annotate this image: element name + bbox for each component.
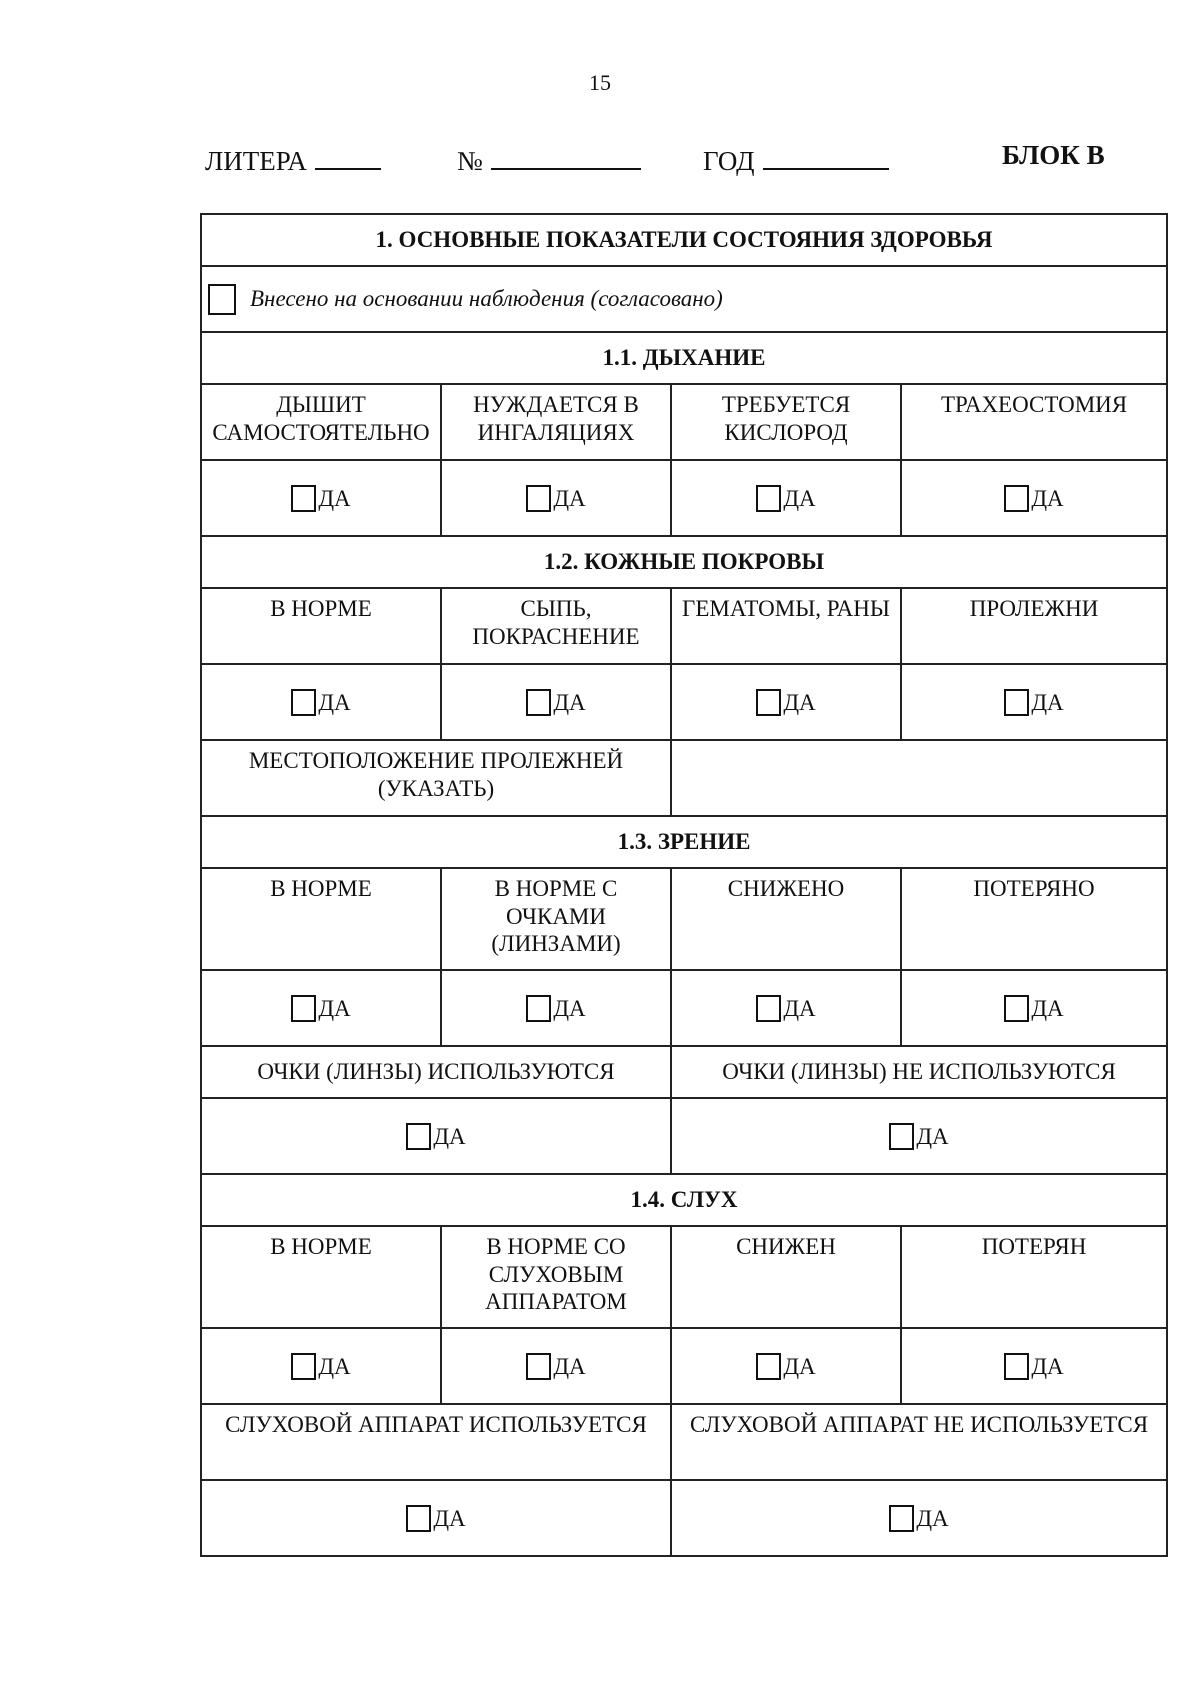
- number-label: №: [457, 146, 483, 176]
- hearing-aid-not-used-option: [671, 1480, 1167, 1556]
- litera-blank[interactable]: [315, 140, 381, 170]
- checkbox[interactable]: [406, 1505, 431, 1532]
- skin-title: 1.2. КОЖНЫЕ ПОКРОВЫ: [201, 536, 1167, 588]
- hearing-option: [901, 1328, 1167, 1404]
- yes-label: ДА: [553, 996, 586, 1022]
- breathing-col-label: ТРЕБУЕТСЯ КИСЛОРОД: [671, 384, 901, 460]
- checkbox[interactable]: [291, 995, 316, 1022]
- yes-label: ДА: [318, 1354, 351, 1380]
- checkbox[interactable]: [526, 485, 551, 512]
- checkbox[interactable]: [1004, 689, 1029, 716]
- yes-label: ДА: [783, 486, 816, 512]
- yes-label: ДА: [433, 1124, 466, 1150]
- yes-label: ДА: [916, 1506, 949, 1532]
- hearing-col-label: В НОРМЕ: [201, 1226, 441, 1328]
- vision-col-label: СНИЖЕНО: [671, 868, 901, 970]
- health-indicators-table: [200, 213, 1168, 1557]
- checkbox[interactable]: [526, 995, 551, 1022]
- checkbox[interactable]: [1004, 1353, 1029, 1380]
- bedsore-location-label: МЕСТОПОЛОЖЕНИЕ ПРОЛЕЖНЕЙ (УКАЗАТЬ): [201, 740, 671, 816]
- glasses-used-label: ОЧКИ (ЛИНЗЫ) ИСПОЛЬЗУЮТСЯ: [201, 1046, 671, 1098]
- vision-option: [201, 970, 441, 1046]
- yes-label: ДА: [916, 1124, 949, 1150]
- checkbox[interactable]: [889, 1505, 914, 1532]
- breathing-col-label: НУЖДАЕТСЯ В ИНГАЛЯЦИЯХ: [441, 384, 671, 460]
- checkbox[interactable]: [291, 485, 316, 512]
- breathing-col-label: ТРАХЕОСТОМИЯ: [901, 384, 1167, 460]
- vision-option: [901, 970, 1167, 1046]
- hearing-col-label: СНИЖЕН: [671, 1226, 901, 1328]
- skin-option: [671, 664, 901, 740]
- yes-label: ДА: [553, 486, 586, 512]
- hearing-col-label: В НОРМЕ СО СЛУХОВЫМ АППАРАТОМ: [441, 1226, 671, 1328]
- hearing-option: [671, 1328, 901, 1404]
- checkbox[interactable]: [1004, 995, 1029, 1022]
- litera-field[interactable]: [205, 140, 381, 177]
- glasses-not-used-option: [671, 1098, 1167, 1174]
- skin-option: [441, 664, 671, 740]
- skin-col-label: В НОРМЕ: [201, 588, 441, 664]
- main-title: 1. ОСНОВНЫЕ ПОКАЗАТЕЛИ СОСТОЯНИЯ ЗДОРОВЬЯ: [201, 214, 1167, 266]
- checkbox[interactable]: [291, 689, 316, 716]
- yes-label: ДА: [1031, 690, 1064, 716]
- checkbox[interactable]: [526, 689, 551, 716]
- number-field[interactable]: [457, 140, 641, 177]
- hearing-col-label: ПОТЕРЯН: [901, 1226, 1167, 1328]
- glasses-not-used-label: ОЧКИ (ЛИНЗЫ) НЕ ИСПОЛЬЗУЮТСЯ: [671, 1046, 1167, 1098]
- yes-label: ДА: [1031, 996, 1064, 1022]
- breathing-title: 1.1. ДЫХАНИЕ: [201, 332, 1167, 384]
- checkbox[interactable]: [756, 995, 781, 1022]
- hearing-aid-not-used-label: СЛУХОВОЙ АППАРАТ НЕ ИСПОЛЬЗУЕТСЯ: [671, 1404, 1167, 1480]
- yes-label: ДА: [1031, 1354, 1064, 1380]
- hearing-aid-used-label: СЛУХОВОЙ АППАРАТ ИСПОЛЬЗУЕТСЯ: [201, 1404, 671, 1480]
- number-blank[interactable]: [491, 140, 641, 170]
- breathing-option: [441, 460, 671, 536]
- yes-label: ДА: [1031, 486, 1064, 512]
- hearing-aid-used-option: [201, 1480, 671, 1556]
- litera-label: ЛИТЕРА: [205, 146, 307, 176]
- checkbox[interactable]: [1004, 485, 1029, 512]
- breathing-option: [201, 460, 441, 536]
- yes-label: ДА: [318, 486, 351, 512]
- yes-label: ДА: [318, 690, 351, 716]
- hearing-option: [441, 1328, 671, 1404]
- form-header: [0, 140, 1200, 180]
- yes-label: ДА: [783, 996, 816, 1022]
- yes-label: ДА: [433, 1506, 466, 1532]
- skin-col-label: ПРОЛЕЖНИ: [901, 588, 1167, 664]
- checkbox[interactable]: [756, 689, 781, 716]
- vision-option: [671, 970, 901, 1046]
- block-label: БЛОК В: [1002, 140, 1105, 170]
- observation-note: Внесено на основании наблюдения (согласовано): [250, 286, 723, 312]
- yes-label: ДА: [553, 690, 586, 716]
- year-field[interactable]: [703, 140, 889, 177]
- breathing-option: [671, 460, 901, 536]
- year-label: ГОД: [703, 146, 755, 176]
- yes-label: ДА: [783, 690, 816, 716]
- yes-label: ДА: [783, 1354, 816, 1380]
- skin-col-label: ГЕМАТОМЫ, РАНЫ: [671, 588, 901, 664]
- vision-col-label: В НОРМЕ С ОЧКАМИ (ЛИНЗАМИ): [441, 868, 671, 970]
- yes-label: ДА: [318, 996, 351, 1022]
- page-number: 15: [589, 70, 611, 95]
- year-blank[interactable]: [763, 140, 889, 170]
- skin-col-label: СЫПЬ, ПОКРАСНЕНИЕ: [441, 588, 671, 664]
- checkbox[interactable]: [756, 485, 781, 512]
- vision-option: [441, 970, 671, 1046]
- skin-option: [901, 664, 1167, 740]
- breathing-option: [901, 460, 1167, 536]
- observation-note-row: [201, 266, 1167, 332]
- checkbox[interactable]: [526, 1353, 551, 1380]
- hearing-option: [201, 1328, 441, 1404]
- observation-checkbox[interactable]: [208, 284, 236, 315]
- vision-title: 1.3. ЗРЕНИЕ: [201, 816, 1167, 868]
- vision-col-label: ПОТЕРЯНО: [901, 868, 1167, 970]
- checkbox[interactable]: [889, 1123, 914, 1150]
- breathing-col-label: ДЫШИТ САМОСТОЯТЕЛЬНО: [201, 384, 441, 460]
- vision-col-label: В НОРМЕ: [201, 868, 441, 970]
- checkbox[interactable]: [406, 1123, 431, 1150]
- yes-label: ДА: [553, 1354, 586, 1380]
- skin-option: [201, 664, 441, 740]
- glasses-used-option: [201, 1098, 671, 1174]
- checkbox[interactable]: [291, 1353, 316, 1380]
- hearing-title: 1.4. СЛУХ: [201, 1174, 1167, 1226]
- checkbox[interactable]: [756, 1353, 781, 1380]
- bedsore-location-field[interactable]: [671, 740, 1167, 816]
